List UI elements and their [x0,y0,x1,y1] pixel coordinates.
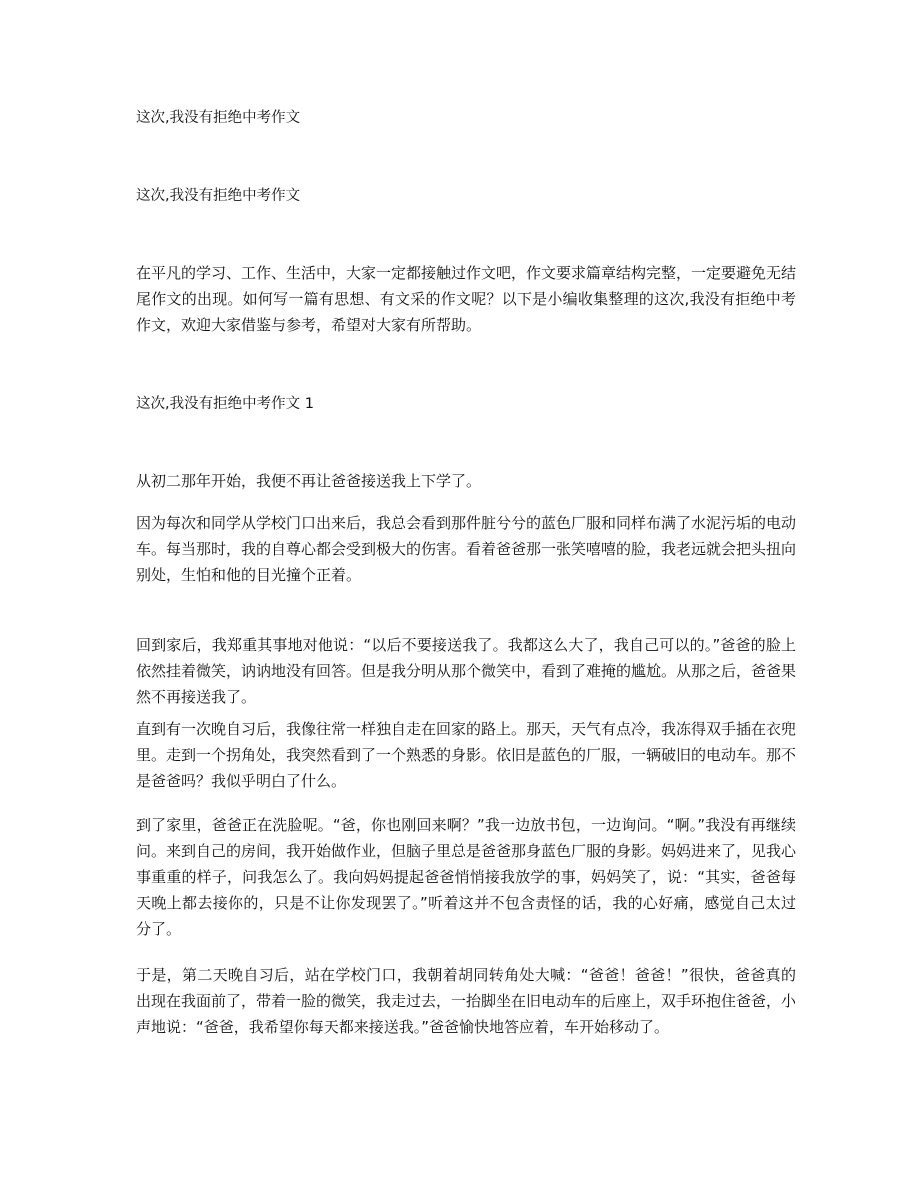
document-title: 这次,我没有拒绝中考作文 [136,110,301,126]
section-heading: 这次,我没有拒绝中考作文 1 [136,396,314,412]
document-subtitle: 这次,我没有拒绝中考作文 [136,188,301,204]
body-paragraph: 直到有一次晚自习后，我像往常一样独自走在回家的路上。那天，天气有点冷，我冻得双手插在衣兜里。走到一个拐角处，我突然看到了一个熟悉的身影。依旧是蓝色的厂服，一辆破旧的电动车。那不是爸爸吗？我似乎明白了什么。 [136,720,797,790]
intro-paragraph: 在平凡的学习、工作、生活中，大家一定都接触过作文吧，作文要求篇章结构完整，一定要避免无结尾作文的出现。如何写一篇有思想、有文采的作文呢？以下是小编收集整理的这次,我没有拒绝中考作文，欢迎大家借鉴与参考，希望对大家有所帮助。 [136,264,797,334]
body-paragraph: 回到家后，我郑重其事地对他说：“以后不要接送我了。我都这么大了，我自己可以的。”爸爸的脸上依然挂着微笑，讷讷地没有回答。但是我分明从那个微笑中，看到了难掩的尴尬。从那之后，爸爸果然不再接送我了。 [136,636,797,706]
body-paragraph: 于是，第二天晚自习后，站在学校门口，我朝着胡同转角处大喊：“爸爸！爸爸！”很快，爸爸真的出现在我面前了，带着一脸的微笑，我走过去，一抬脚坐在旧电动车的后座上，双手环抱住爸爸，小声地说：“爸爸，我希望你每天都来接送我。”爸爸愉快地答应着，车开始移动了。 [136,966,797,1036]
body-paragraph: 到了家里，爸爸正在洗脸呢。“爸，你也刚回来啊？”我一边放书包，一边询问。“啊。”我没有再继续问。来到自己的房间，我开始做作业，但脑子里总是爸爸那身蓝色厂服的身影。妈妈进来了，见我心事重重的样子，问我怎么了。我向妈妈提起爸爸悄悄接我放学的事，妈妈笑了，说：“其实，爸爸每天晚上都去接你的，只是不让你发现罢了。”听着这并不包含责怪的话，我的心好痛，感觉自己太过分了。 [136,816,797,938]
body-paragraph: 因为每次和同学从学校门口出来后，我总会看到那件脏兮兮的蓝色厂服和同样布满了水泥污垢的电动车。每当那时，我的自尊心都会受到极大的伤害。看着爸爸那一张笑嘻嘻的脸，我老远就会把头扭向别处，生怕和他的目光撞个正着。 [136,514,797,584]
body-paragraph: 从初二那年开始，我便不再让爸爸接送我上下学了。 [136,472,482,490]
